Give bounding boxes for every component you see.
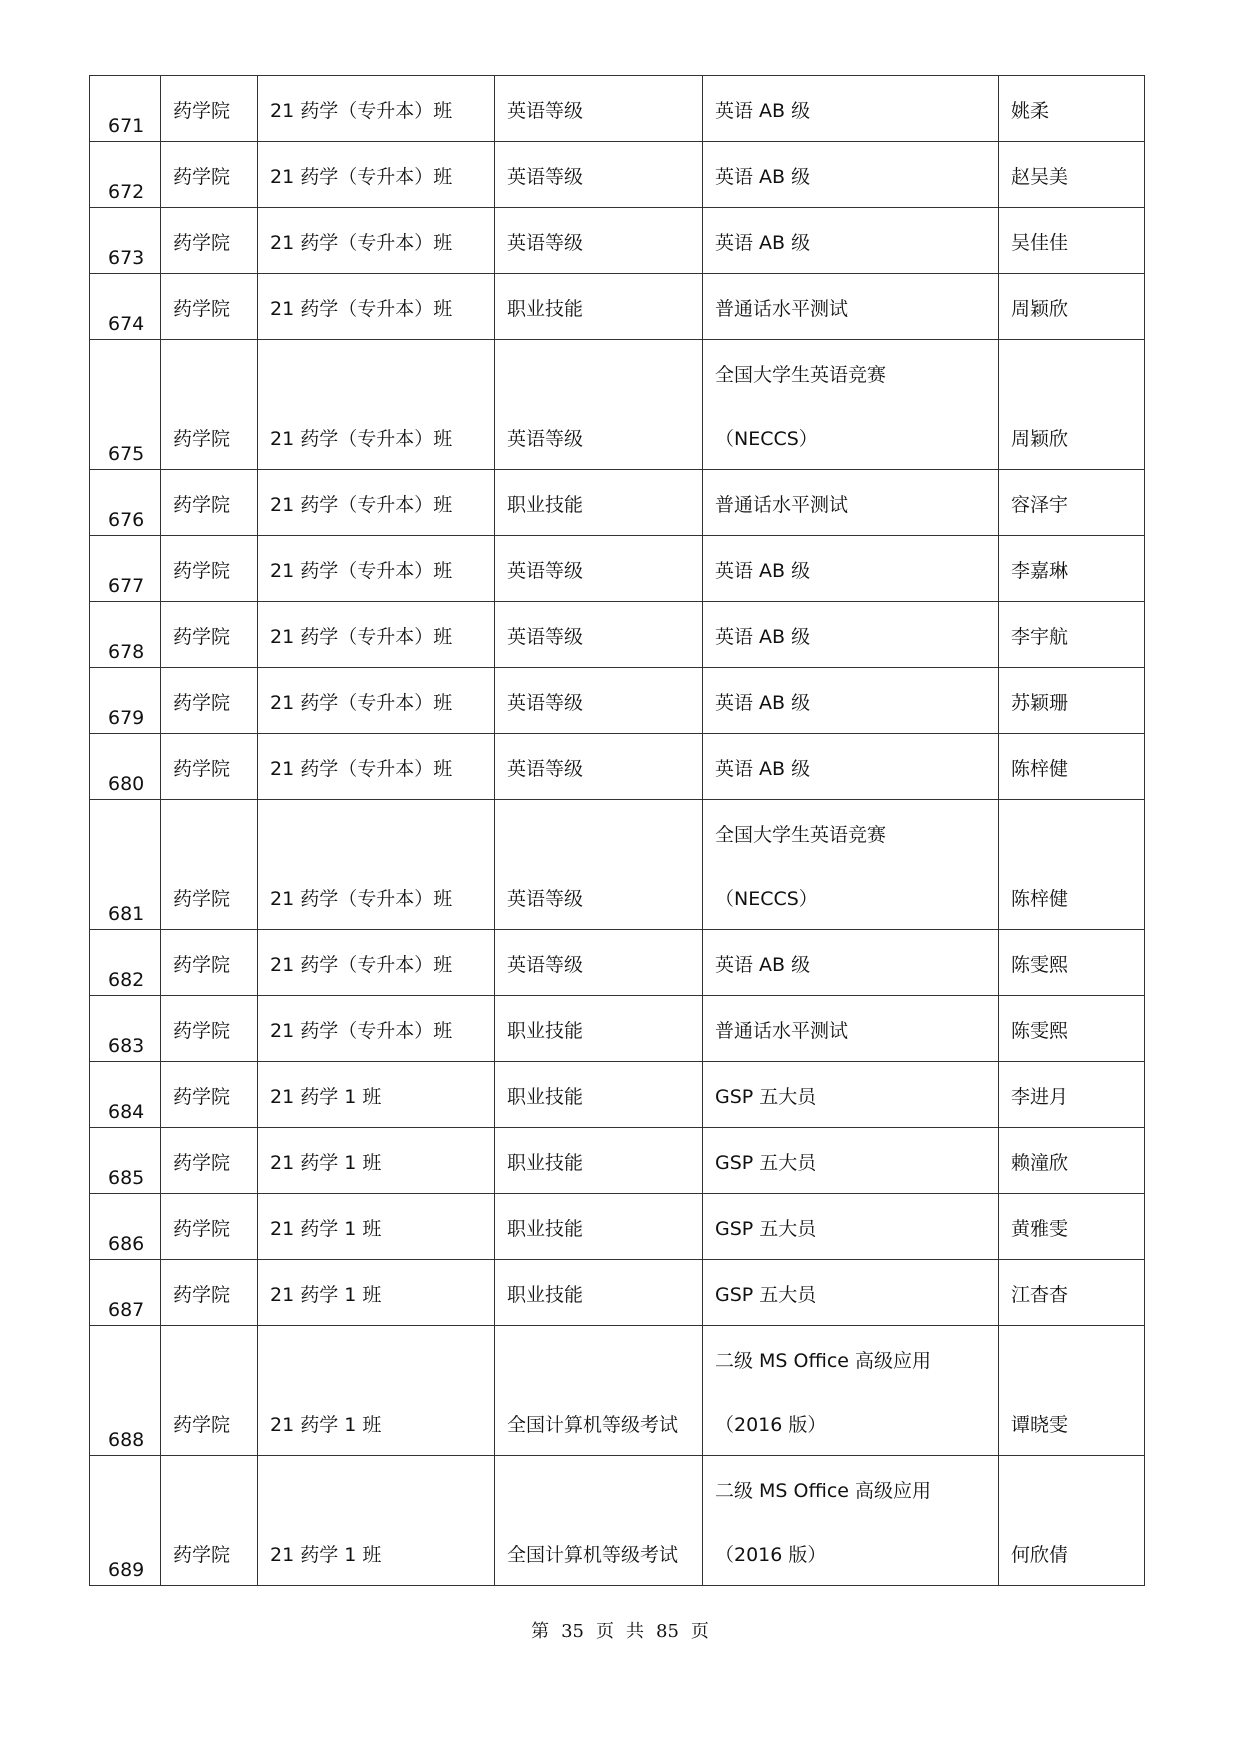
- class-text: 21 药学 1 班: [270, 1218, 382, 1240]
- category-text: 英语等级: [507, 560, 584, 582]
- class-cell: [258, 1194, 495, 1260]
- class-text: 21 药学 1 班: [270, 1086, 382, 1108]
- student-name-text: 何欣倩: [1011, 1544, 1069, 1566]
- class-cell: [258, 800, 495, 930]
- item-cell: [703, 1326, 999, 1456]
- class-text: 21 药学 1 班: [270, 1152, 382, 1174]
- college-text: 药学院: [173, 626, 231, 648]
- row-number-text: 683: [108, 1035, 145, 1057]
- footer-word: 页: [690, 1621, 709, 1642]
- category-text: 英语等级: [507, 428, 584, 450]
- row-number-cell: [90, 340, 161, 470]
- class-cell: [258, 668, 495, 734]
- table-row: [90, 602, 1145, 668]
- row-number-text: 676: [108, 509, 145, 531]
- records-table-body: [90, 76, 1145, 1586]
- table-row: [90, 142, 1145, 208]
- category-text: 职业技能: [507, 1284, 584, 1306]
- row-number-text: 686: [108, 1233, 145, 1255]
- table-row: [90, 76, 1145, 142]
- item-cell: [703, 1194, 999, 1260]
- item-text: GSP 五大员: [715, 1152, 817, 1174]
- student-name-text: 陈梓健: [1011, 758, 1069, 780]
- student-name-cell: [999, 1456, 1145, 1586]
- college-cell: [161, 76, 258, 142]
- student-name-cell: [999, 208, 1145, 274]
- category-cell: [495, 1062, 703, 1128]
- item-text: 英语 AB 级: [715, 232, 811, 254]
- footer-word: 共: [626, 1621, 644, 1642]
- student-name-cell: [999, 340, 1145, 470]
- category-cell: [495, 668, 703, 734]
- student-name-cell: [999, 1128, 1145, 1194]
- student-name-cell: [999, 602, 1145, 668]
- class-text: 21 药学 1 班: [270, 1284, 382, 1306]
- college-cell: [161, 734, 258, 800]
- class-text: 21 药学（专升本）班: [270, 494, 453, 516]
- category-cell: [495, 76, 703, 142]
- college-text: 药学院: [173, 1414, 231, 1436]
- category-cell: [495, 1260, 703, 1326]
- college-cell: [161, 1062, 258, 1128]
- item-text: GSP 五大员: [715, 1218, 817, 1240]
- class-cell: [258, 602, 495, 668]
- row-number-cell: [90, 470, 161, 536]
- row-number-text: 684: [108, 1101, 145, 1123]
- class-text: 21 药学（专升本）班: [270, 560, 453, 582]
- category-cell: [495, 1326, 703, 1456]
- table-row: [90, 274, 1145, 340]
- student-name-cell: [999, 536, 1145, 602]
- item-text: 二级 MS Office 高级应用: [715, 1350, 932, 1372]
- item-text: GSP 五大员: [715, 1284, 817, 1306]
- student-name-cell: [999, 930, 1145, 996]
- row-number-cell: [90, 1260, 161, 1326]
- student-name-text: 赖潼欣: [1011, 1152, 1069, 1174]
- table-row: [90, 800, 1145, 930]
- student-name-text: 姚柔: [1011, 100, 1050, 122]
- college-text: 药学院: [173, 298, 231, 320]
- college-cell: [161, 800, 258, 930]
- class-text: 21 药学 1 班: [270, 1414, 382, 1436]
- table-row: [90, 1128, 1145, 1194]
- row-number-cell: [90, 1194, 161, 1260]
- category-cell: [495, 1128, 703, 1194]
- college-text: 药学院: [173, 428, 231, 450]
- student-name-text: 陈梓健: [1011, 888, 1069, 910]
- category-text: 职业技能: [507, 298, 584, 320]
- college-text: 药学院: [173, 1152, 231, 1174]
- college-text: 药学院: [173, 100, 231, 122]
- college-cell: [161, 142, 258, 208]
- college-cell: [161, 208, 258, 274]
- college-text: 药学院: [173, 954, 231, 976]
- row-number-text: 677: [108, 575, 145, 597]
- college-cell: [161, 1260, 258, 1326]
- table-row: [90, 1062, 1145, 1128]
- class-text: 21 药学（专升本）班: [270, 298, 453, 320]
- student-name-text: 江杳杳: [1011, 1284, 1069, 1306]
- student-name-text: 李宇航: [1011, 626, 1069, 648]
- student-name-text: 陈雯熙: [1011, 954, 1069, 976]
- college-cell: [161, 668, 258, 734]
- item-text: 二级 MS Office 高级应用: [715, 1480, 932, 1502]
- table-row: [90, 208, 1145, 274]
- student-name-text: 周颖欣: [1011, 298, 1069, 320]
- category-text: 职业技能: [507, 494, 584, 516]
- item-text-line2: （NECCS）: [715, 428, 818, 450]
- college-text: 药学院: [173, 888, 231, 910]
- category-text: 英语等级: [507, 626, 584, 648]
- row-number-text: 674: [108, 313, 145, 335]
- item-text-line2: （NECCS）: [715, 888, 818, 910]
- item-cell: [703, 1062, 999, 1128]
- college-text: 药学院: [173, 692, 231, 714]
- student-name-text: 李嘉琳: [1011, 560, 1069, 582]
- class-cell: [258, 1128, 495, 1194]
- footer-word: 第: [531, 1621, 550, 1642]
- class-cell: [258, 208, 495, 274]
- category-cell: [495, 996, 703, 1062]
- item-cell: [703, 800, 999, 930]
- category-cell: [495, 1194, 703, 1260]
- college-cell: [161, 274, 258, 340]
- footer-word: 页: [596, 1621, 614, 1642]
- college-text: 药学院: [173, 232, 231, 254]
- class-text: 21 药学（专升本）班: [270, 428, 453, 450]
- student-name-cell: [999, 76, 1145, 142]
- item-text: 英语 AB 级: [715, 626, 811, 648]
- class-cell: [258, 996, 495, 1062]
- row-number-cell: [90, 208, 161, 274]
- row-number-cell: [90, 1128, 161, 1194]
- category-text: 全国计算机等级考试: [507, 1544, 679, 1566]
- class-cell: [258, 274, 495, 340]
- row-number-cell: [90, 930, 161, 996]
- item-text: 英语 AB 级: [715, 758, 811, 780]
- category-cell: [495, 1456, 703, 1586]
- total-pages-number: 85: [656, 1621, 679, 1642]
- category-text: 英语等级: [507, 954, 584, 976]
- student-name-cell: [999, 734, 1145, 800]
- student-name-text: 陈雯熙: [1011, 1020, 1069, 1042]
- college-text: 药学院: [173, 1086, 231, 1108]
- item-cell: [703, 470, 999, 536]
- item-text-line2: （2016 版）: [715, 1414, 827, 1436]
- table-row: [90, 930, 1145, 996]
- row-number-text: 679: [108, 707, 145, 729]
- class-cell: [258, 1456, 495, 1586]
- item-cell: [703, 1260, 999, 1326]
- item-text: 普通话水平测试: [715, 1020, 849, 1042]
- item-cell: [703, 1456, 999, 1586]
- college-cell: [161, 930, 258, 996]
- table-row: [90, 1456, 1145, 1586]
- row-number-text: 688: [108, 1429, 145, 1451]
- row-number-text: 673: [108, 247, 145, 269]
- row-number-cell: [90, 668, 161, 734]
- row-number-text: 672: [108, 181, 145, 203]
- class-cell: [258, 930, 495, 996]
- item-cell: [703, 602, 999, 668]
- category-text: 英语等级: [507, 692, 584, 714]
- item-text: 英语 AB 级: [715, 954, 811, 976]
- row-number-cell: [90, 274, 161, 340]
- item-cell: [703, 208, 999, 274]
- item-cell: [703, 274, 999, 340]
- class-text: 21 药学（专升本）班: [270, 692, 453, 714]
- college-cell: [161, 536, 258, 602]
- college-text: 药学院: [173, 560, 231, 582]
- row-number-text: 685: [108, 1167, 145, 1189]
- category-text: 职业技能: [507, 1086, 584, 1108]
- category-cell: [495, 470, 703, 536]
- row-number-cell: [90, 1326, 161, 1456]
- item-cell: [703, 142, 999, 208]
- college-text: 药学院: [173, 758, 231, 780]
- item-text: 全国大学生英语竞赛: [715, 824, 887, 846]
- category-cell: [495, 930, 703, 996]
- row-number-cell: [90, 734, 161, 800]
- row-number-cell: [90, 996, 161, 1062]
- college-text: 药学院: [173, 1020, 231, 1042]
- student-name-text: 吴佳佳: [1011, 232, 1069, 254]
- class-cell: [258, 470, 495, 536]
- class-cell: [258, 1062, 495, 1128]
- item-text-line2: （2016 版）: [715, 1544, 827, 1566]
- row-number-cell: [90, 536, 161, 602]
- page-footer: [0, 1617, 1240, 1643]
- category-text: 英语等级: [507, 166, 584, 188]
- category-cell: [495, 734, 703, 800]
- category-cell: [495, 536, 703, 602]
- item-cell: [703, 930, 999, 996]
- class-text: 21 药学 1 班: [270, 1544, 382, 1566]
- student-name-text: 周颖欣: [1011, 428, 1069, 450]
- row-number-cell: [90, 800, 161, 930]
- table-row: [90, 734, 1145, 800]
- student-name-cell: [999, 274, 1145, 340]
- item-text: 全国大学生英语竞赛: [715, 364, 887, 386]
- table-row: [90, 1326, 1145, 1456]
- item-cell: [703, 536, 999, 602]
- college-cell: [161, 1326, 258, 1456]
- row-number-text: 681: [108, 903, 145, 925]
- class-text: 21 药学（专升本）班: [270, 888, 453, 910]
- college-cell: [161, 1456, 258, 1586]
- item-text: 普通话水平测试: [715, 494, 849, 516]
- college-text: 药学院: [173, 166, 231, 188]
- class-text: 21 药学（专升本）班: [270, 626, 453, 648]
- category-cell: [495, 208, 703, 274]
- class-cell: [258, 340, 495, 470]
- student-name-cell: [999, 996, 1145, 1062]
- class-text: 21 药学（专升本）班: [270, 166, 453, 188]
- table-row: [90, 1260, 1145, 1326]
- student-name-cell: [999, 1260, 1145, 1326]
- student-name-cell: [999, 1194, 1145, 1260]
- row-number-cell: [90, 1062, 161, 1128]
- category-text: 英语等级: [507, 758, 584, 780]
- student-name-cell: [999, 142, 1145, 208]
- row-number-text: 671: [108, 115, 145, 137]
- student-name-cell: [999, 800, 1145, 930]
- category-text: 全国计算机等级考试: [507, 1414, 679, 1436]
- class-text: 21 药学（专升本）班: [270, 954, 453, 976]
- item-cell: [703, 1128, 999, 1194]
- row-number-text: 687: [108, 1299, 145, 1321]
- student-name-cell: [999, 470, 1145, 536]
- class-text: 21 药学（专升本）班: [270, 758, 453, 780]
- college-text: 药学院: [173, 494, 231, 516]
- college-cell: [161, 1128, 258, 1194]
- item-cell: [703, 340, 999, 470]
- item-cell: [703, 668, 999, 734]
- row-number-cell: [90, 142, 161, 208]
- category-cell: [495, 142, 703, 208]
- student-name-text: 赵吴美: [1011, 166, 1069, 188]
- item-cell: [703, 996, 999, 1062]
- student-name-text: 容泽宇: [1011, 494, 1069, 516]
- class-cell: [258, 1260, 495, 1326]
- category-cell: [495, 340, 703, 470]
- table-row: [90, 536, 1145, 602]
- student-name-cell: [999, 1326, 1145, 1456]
- college-text: 药学院: [173, 1218, 231, 1240]
- student-name-text: 李进月: [1011, 1086, 1069, 1108]
- college-text: 药学院: [173, 1544, 231, 1566]
- category-cell: [495, 274, 703, 340]
- college-cell: [161, 602, 258, 668]
- row-number-text: 678: [108, 641, 145, 663]
- category-cell: [495, 800, 703, 930]
- item-text: 普通话水平测试: [715, 298, 849, 320]
- table-row: [90, 340, 1145, 470]
- college-cell: [161, 996, 258, 1062]
- class-cell: [258, 734, 495, 800]
- item-text: GSP 五大员: [715, 1086, 817, 1108]
- college-cell: [161, 470, 258, 536]
- category-text: 英语等级: [507, 232, 584, 254]
- item-text: 英语 AB 级: [715, 692, 811, 714]
- item-text: 英语 AB 级: [715, 560, 811, 582]
- row-number-text: 682: [108, 969, 145, 991]
- table-row: [90, 668, 1145, 734]
- item-text: 英语 AB 级: [715, 166, 811, 188]
- row-number-cell: [90, 602, 161, 668]
- college-text: 药学院: [173, 1284, 231, 1306]
- item-text: 英语 AB 级: [715, 100, 811, 122]
- category-cell: [495, 602, 703, 668]
- row-number-text: 675: [108, 443, 145, 465]
- row-number-cell: [90, 76, 161, 142]
- table-row: [90, 996, 1145, 1062]
- student-name-text: 苏颖珊: [1011, 692, 1069, 714]
- student-name-text: 谭晓雯: [1011, 1414, 1069, 1436]
- row-number-cell: [90, 1456, 161, 1586]
- college-cell: [161, 1194, 258, 1260]
- category-text: 英语等级: [507, 100, 584, 122]
- class-cell: [258, 536, 495, 602]
- student-name-text: 黄雅雯: [1011, 1218, 1069, 1240]
- class-cell: [258, 1326, 495, 1456]
- category-text: 职业技能: [507, 1152, 584, 1174]
- row-number-text: 680: [108, 773, 145, 795]
- student-name-cell: [999, 1062, 1145, 1128]
- item-cell: [703, 76, 999, 142]
- student-name-cell: [999, 668, 1145, 734]
- college-cell: [161, 340, 258, 470]
- table-row: [90, 1194, 1145, 1260]
- class-text: 21 药学（专升本）班: [270, 100, 453, 122]
- table-row: [90, 470, 1145, 536]
- row-number-text: 689: [108, 1559, 145, 1581]
- category-text: 职业技能: [507, 1020, 584, 1042]
- class-cell: [258, 76, 495, 142]
- item-cell: [703, 734, 999, 800]
- current-page-number: 35: [561, 1621, 584, 1642]
- class-text: 21 药学（专升本）班: [270, 232, 453, 254]
- records-table: [89, 75, 1145, 1586]
- category-text: 英语等级: [507, 888, 584, 910]
- category-text: 职业技能: [507, 1218, 584, 1240]
- class-cell: [258, 142, 495, 208]
- class-text: 21 药学（专升本）班: [270, 1020, 453, 1042]
